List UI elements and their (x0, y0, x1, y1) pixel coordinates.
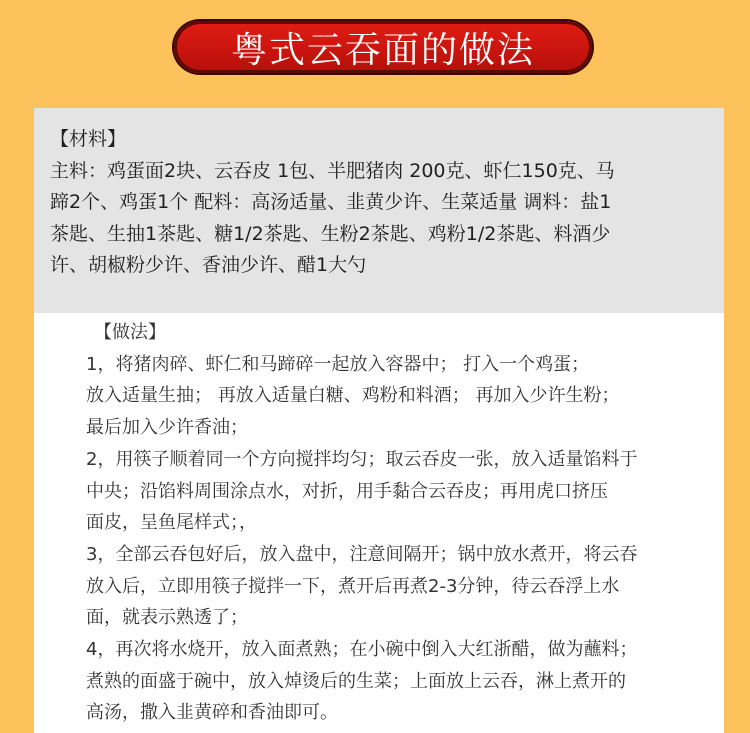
method-heading: 【做法】 (94, 322, 166, 343)
method-line: 中央；沿馅料周围涂点水，对折，用手黏合云吞皮；再用虎口挤压 (86, 480, 608, 502)
method-line: 高汤，撒入韭黄碎和香油即可。 (86, 702, 338, 724)
title-banner (174, 21, 592, 73)
method-line: 煮熟的面盛于碗中，放入焯烫后的生菜；上面放上云吞，淋上煮开的 (86, 670, 626, 692)
method-line: 面，就表示熟透了； (86, 607, 248, 629)
page-title: 粤式云吞面的做法 (230, 29, 535, 71)
method-line: 放入后，立即用筷子搅拌一下，煮开后再煮2-3分钟，待云吞浮上水 (86, 575, 620, 597)
method-line: 1，将猪肉碎、虾仁和马蹄碎一起放入容器中； 打入一个鸡蛋； (86, 353, 590, 375)
method-line: 最后加入少许香油； (86, 417, 248, 439)
materials-section (50, 124, 715, 282)
materials-line: 许、胡椒粉少许、香油少许、醋1大勺 (50, 254, 367, 276)
method-line: 3，全部云吞包好后，放入盘中，注意间隔开；锅中放水煮开，将云吞 (86, 543, 638, 565)
materials-line: 蹄2个、鸡蛋1个 配料：高汤适量、韭黄少许、生菜适量 调料：盐1 (50, 191, 612, 213)
materials-heading: 【材料】 (50, 128, 127, 150)
materials-line: 主料：鸡蛋面2块、云吞皮 1包、半肥猪肉 200克、虾仁150克、马 (50, 159, 615, 182)
method-line: 放入适量生抽； 再放入适量白糖、鸡粉和料酒； 再加入少许生粉； (86, 385, 620, 407)
method-line: 面皮，呈鱼尾样式；， (86, 512, 257, 534)
materials-line: 茶匙、生抽1茶匙、糖1/2茶匙、生粉2茶匙、鸡粉1/2茶匙、料酒少 (50, 222, 611, 245)
method-line: 2，用筷子顺着同一个方向搅拌均匀；取云吞皮一张，放入适量馅料于 (86, 448, 638, 470)
method-section (86, 317, 726, 729)
method-line: 4，再次将水烧开，放入面煮熟；在小碗中倒入大红浙醋，做为蘸料； (86, 639, 638, 661)
